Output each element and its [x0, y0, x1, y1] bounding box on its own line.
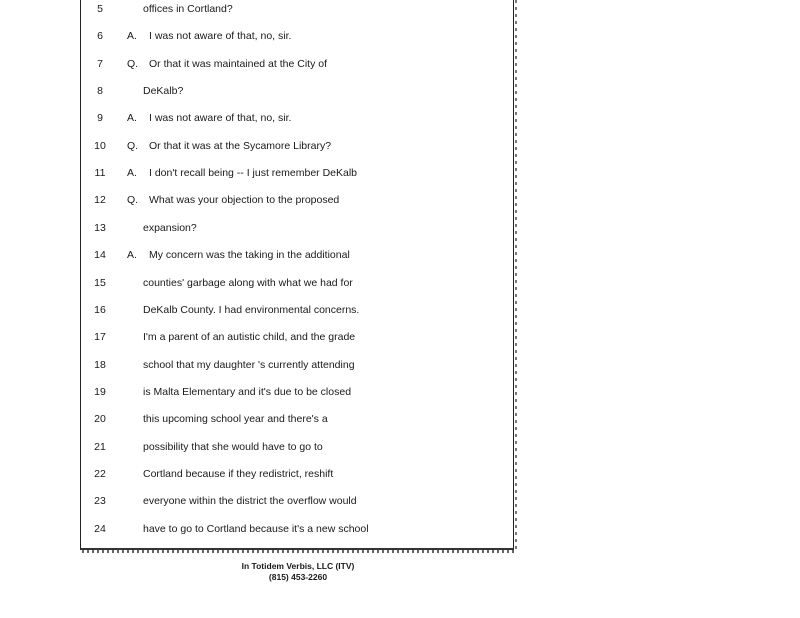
transcript-line — [81, 359, 515, 379]
line-text: is Malta Elementary and it's due to be closed — [143, 385, 352, 398]
line-text: Or that it was maintained at the City of — [149, 57, 327, 70]
speaker-label: A. — [127, 30, 137, 43]
transcript-line — [81, 331, 515, 351]
line-number: 9 — [97, 112, 103, 125]
transcript-line — [81, 495, 515, 515]
line-text: I was not aware of that, no, sir. — [149, 30, 292, 43]
transcript-line — [81, 304, 515, 324]
line-number: 16 — [94, 303, 106, 316]
transcript-line — [81, 58, 515, 78]
speaker-label: A. — [127, 249, 137, 262]
line-number: 18 — [94, 358, 106, 371]
line-number: 11 — [94, 167, 106, 180]
line-number: 8 — [97, 85, 103, 98]
line-number: 15 — [94, 276, 106, 289]
transcript-line — [81, 386, 515, 406]
line-text: My concern was the taking in the additional — [149, 249, 350, 262]
transcript-line — [81, 222, 515, 242]
line-text: everyone within the district the overflow would — [143, 495, 357, 508]
line-text: What was your objection to the proposed — [149, 194, 340, 207]
transcript-line — [81, 3, 515, 23]
line-text: have to go to Cortland because it's a new school — [143, 522, 369, 535]
footer — [198, 561, 398, 583]
transcript-page — [80, 0, 514, 550]
line-text: expansion? — [143, 221, 197, 234]
line-number: 22 — [94, 467, 106, 480]
line-text: counties' garbage along with what we had for — [143, 276, 353, 289]
line-number: 21 — [94, 440, 106, 453]
line-number: 14 — [94, 249, 106, 262]
line-number: 17 — [94, 331, 106, 344]
line-number: 13 — [94, 221, 106, 234]
line-text: I don't recall being -- I just remember DeKalb — [149, 167, 358, 180]
line-text: offices in Cortland? — [143, 3, 233, 15]
line-text: Or that it was at the Sycamore Library? — [149, 139, 332, 152]
line-text: Cortland because if they redistrict, reshift — [143, 467, 334, 480]
speaker-label: Q. — [127, 194, 139, 207]
line-number: 7 — [97, 57, 103, 70]
line-number: 10 — [94, 139, 106, 152]
line-number: 12 — [94, 194, 106, 207]
line-number: 19 — [94, 385, 106, 398]
line-number: 5 — [97, 3, 103, 15]
transcript-line — [81, 30, 515, 50]
speaker-label: A. — [127, 112, 137, 125]
speaker-label: Q. — [127, 139, 139, 152]
line-text: possibility that she would have to go to — [143, 440, 323, 453]
line-number: 6 — [97, 30, 103, 43]
line-number: 23 — [94, 495, 106, 508]
transcript-line — [81, 277, 515, 297]
transcript-line — [81, 140, 515, 160]
footer-company: In Totidem Verbis, LLC (ITV) — [241, 561, 355, 571]
speaker-label: Q. — [127, 57, 139, 70]
transcript-line — [81, 167, 515, 187]
transcript-line — [81, 85, 515, 105]
line-number: 24 — [94, 522, 106, 535]
speaker-label: A. — [127, 167, 137, 180]
line-text: school that my daughter 's currently attending — [143, 358, 355, 371]
transcript-line — [81, 468, 515, 488]
transcript-line — [81, 112, 515, 132]
line-text: DeKalb County. I had environmental concerns. — [143, 303, 360, 316]
line-text: I'm a parent of an autistic child, and the grade — [143, 331, 356, 344]
page-shadow — [82, 550, 516, 553]
transcript-line — [81, 249, 515, 269]
line-number: 20 — [94, 413, 106, 426]
footer-phone: (815) 453-2260 — [268, 572, 328, 582]
transcript-line — [81, 413, 515, 433]
transcript-line — [81, 441, 515, 461]
transcript-line — [81, 523, 515, 543]
transcript-line — [81, 194, 515, 214]
line-text: I was not aware of that, no, sir. — [149, 112, 292, 125]
line-text: DeKalb? — [143, 85, 184, 98]
line-text: this upcoming school year and there's a — [143, 413, 328, 426]
